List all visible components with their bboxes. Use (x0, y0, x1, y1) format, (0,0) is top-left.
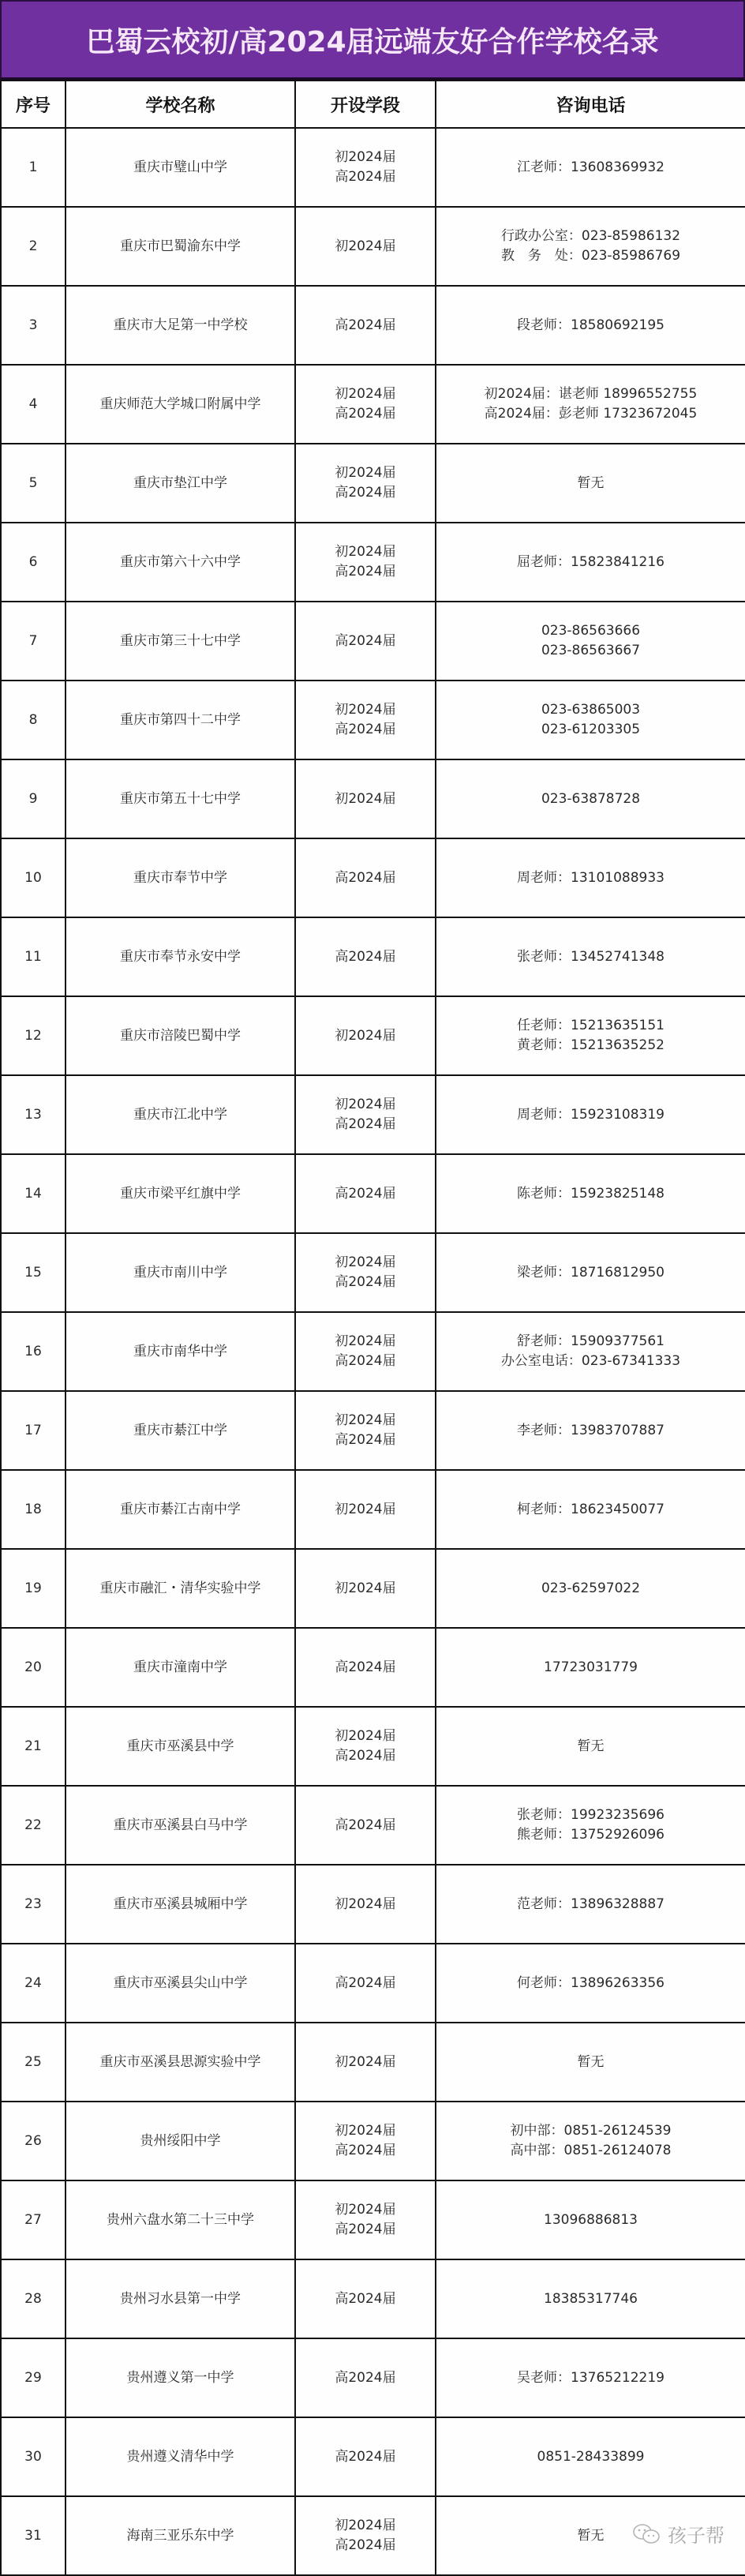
phone-line: 柯老师：18623450077 (517, 1501, 665, 1517)
cell-grades (295, 838, 436, 917)
cell-no: 8 (1, 681, 66, 759)
cell-school-name: 重庆市第五十七中学 (66, 759, 295, 838)
table-row (1, 838, 745, 917)
phone-line: 舒老师：15909377561 (517, 1333, 665, 1349)
cell-school-name: 重庆市巫溪县中学 (66, 1707, 295, 1786)
cell-no: 4 (1, 365, 66, 444)
cell-phone (436, 1628, 745, 1707)
cell-no: 26 (1, 2102, 66, 2180)
cell-grades (295, 1628, 436, 1707)
grade-line: 初2024届 (335, 790, 396, 807)
cell-phone (436, 1865, 745, 1944)
phone-line: 屈老师：15823841216 (517, 553, 665, 570)
phone-line: 周老师：15923108319 (517, 1106, 665, 1123)
phone-line: 何老师：13896263356 (517, 1974, 665, 1991)
grade-line: 高2024届 (335, 406, 396, 422)
phone-line: 初2024届：谌老师 18996552755 (484, 386, 698, 402)
cell-school-name: 重庆市璧山中学 (66, 128, 295, 207)
cell-grades (295, 681, 436, 759)
cell-no: 3 (1, 286, 66, 365)
header-grades: 开设学段 (295, 81, 436, 128)
cell-grades (295, 207, 436, 286)
grade-line: 初2024届 (335, 238, 396, 254)
cell-phone (436, 2180, 745, 2259)
table-row (1, 2023, 745, 2102)
table-row (1, 1312, 745, 1391)
phone-line: 023-63865003 (541, 702, 641, 718)
cell-no: 11 (1, 917, 66, 996)
phone-line: 暂无 (577, 474, 605, 491)
grade-line: 高2024届 (335, 1659, 396, 1675)
table-row (1, 128, 745, 207)
cell-phone (436, 1312, 745, 1391)
cell-phone (436, 207, 745, 286)
cell-phone (436, 602, 745, 681)
table-row (1, 2102, 745, 2180)
cell-school-name: 重庆市奉节中学 (66, 838, 295, 917)
cell-school-name: 重庆师范大学城口附属中学 (66, 365, 295, 444)
cell-school-name: 重庆市梁平红旗中学 (66, 1154, 295, 1233)
cell-school-name: 重庆市巴蜀渝东中学 (66, 207, 295, 286)
cell-no: 16 (1, 1312, 66, 1391)
grade-line: 初2024届 (335, 2123, 396, 2139)
schools-table (0, 80, 745, 2576)
phone-line: 初中部：0851-26124539 (510, 2123, 672, 2139)
cell-phone (436, 1233, 745, 1312)
cell-no: 6 (1, 523, 66, 602)
cell-grades (295, 602, 436, 681)
cell-school-name: 重庆市江北中学 (66, 1075, 295, 1154)
page-title: 巴蜀云校初/高2024届远端友好合作学校名录 (86, 25, 659, 58)
cell-grades (295, 1470, 436, 1549)
table-row (1, 1549, 745, 1628)
cell-school-name: 贵州遵义清华中学 (66, 2417, 295, 2496)
grade-line: 高2024届 (335, 564, 396, 579)
table-row (1, 1707, 745, 1786)
table-row (1, 1944, 745, 2023)
cell-school-name: 重庆市涪陵巴蜀中学 (66, 996, 295, 1075)
cell-grades (295, 2023, 436, 2102)
grade-line: 高2024届 (335, 485, 396, 501)
cell-no: 29 (1, 2338, 66, 2417)
grade-line: 高2024届 (335, 1817, 396, 1833)
phone-line: 周老师：13101088933 (517, 869, 665, 886)
cell-no: 1 (1, 128, 66, 207)
cell-grades (295, 2417, 436, 2496)
cell-school-name: 贵州绥阳中学 (66, 2102, 295, 2180)
grade-line: 高2024届 (335, 2537, 396, 2553)
table-row (1, 444, 745, 523)
title-bar (0, 0, 745, 80)
cell-school-name: 重庆市巫溪县尖山中学 (66, 1944, 295, 2023)
grade-line: 高2024届 (335, 2369, 396, 2386)
cell-school-name: 重庆市巫溪县白马中学 (66, 1786, 295, 1865)
grade-line: 高2024届 (335, 169, 396, 185)
grade-line: 初2024届 (335, 1728, 396, 1744)
phone-line: 17723031779 (544, 1659, 638, 1675)
phone-line: 暂无 (577, 2053, 605, 2070)
table-row (1, 759, 745, 838)
cell-phone (436, 1786, 745, 1865)
phone-line: 办公室电话：023-67341333 (500, 1353, 681, 1369)
watermark-text: 孩子帮 (668, 2525, 724, 2547)
cell-no: 28 (1, 2259, 66, 2338)
cell-grades (295, 1786, 436, 1865)
cell-grades (295, 1312, 436, 1391)
cell-grades (295, 1865, 436, 1944)
table-row (1, 1628, 745, 1707)
phone-line: 高2024届：彭老师 17323672045 (484, 406, 698, 422)
cell-phone (436, 917, 745, 996)
cell-school-name: 重庆市垫江中学 (66, 444, 295, 523)
phone-line: 023-86563667 (541, 643, 641, 658)
grade-line: 初2024届 (335, 1333, 396, 1349)
table-row (1, 996, 745, 1075)
cell-no: 23 (1, 1865, 66, 1944)
grade-line: 高2024届 (335, 2222, 396, 2237)
table-row (1, 1865, 745, 1944)
phone-line: 行政办公室：023-85986132 (500, 228, 681, 244)
cell-grades (295, 1233, 436, 1312)
wechat-bubble-icon (631, 2522, 663, 2546)
phone-line: 李老师：13983707887 (517, 1422, 665, 1438)
grade-line: 高2024届 (335, 1185, 396, 1202)
cell-no: 19 (1, 1549, 66, 1628)
cell-phone (436, 1470, 745, 1549)
phone-line: 张老师：19923235696 (517, 1807, 665, 1823)
cell-grades (295, 1944, 436, 2023)
cell-no: 24 (1, 1944, 66, 2023)
grade-line: 初2024届 (335, 2202, 396, 2218)
phone-line: 任老师：15213635151 (517, 1018, 665, 1033)
phone-line: 暂无 (577, 1738, 605, 1754)
cell-school-name: 重庆市奉节永安中学 (66, 917, 295, 996)
cell-phone (436, 2259, 745, 2338)
cell-school-name: 重庆市第四十二中学 (66, 681, 295, 759)
grade-line: 初2024届 (335, 386, 396, 402)
grade-line: 初2024届 (335, 1895, 396, 1912)
cell-grades (295, 523, 436, 602)
grade-line: 高2024届 (335, 317, 396, 333)
cell-grades (295, 1707, 436, 1786)
grade-line: 初2024届 (335, 149, 396, 165)
cell-school-name: 重庆市巫溪县城厢中学 (66, 1865, 295, 1944)
cell-no: 13 (1, 1075, 66, 1154)
cell-grades (295, 365, 436, 444)
table-row (1, 365, 745, 444)
phone-line: 023-62597022 (541, 1580, 641, 1596)
phone-line: 梁老师：18716812950 (517, 1264, 665, 1281)
grade-line: 初2024届 (335, 2518, 396, 2533)
grade-line: 高2024届 (335, 1116, 396, 1132)
cell-grades (295, 2496, 436, 2575)
cell-grades (295, 1075, 436, 1154)
table-row (1, 1075, 745, 1154)
cell-no: 14 (1, 1154, 66, 1233)
cell-phone (436, 1549, 745, 1628)
cell-phone (436, 2417, 745, 2496)
grade-line: 初2024届 (335, 1254, 396, 1270)
cell-phone (436, 2023, 745, 2102)
grade-line: 高2024届 (335, 1353, 396, 1369)
cell-grades (295, 2102, 436, 2180)
phone-line: 高中部：0851-26124078 (510, 2143, 672, 2158)
cell-phone (436, 681, 745, 759)
grade-line: 高2024届 (335, 1274, 396, 1290)
cell-no: 25 (1, 2023, 66, 2102)
table-row (1, 207, 745, 286)
grade-line: 初2024届 (335, 1412, 396, 1428)
cell-grades (295, 1154, 436, 1233)
phone-line: 吴老师：13765212219 (517, 2369, 665, 2386)
watermark (631, 2520, 724, 2548)
cell-phone (436, 1075, 745, 1154)
cell-no: 9 (1, 759, 66, 838)
grade-line: 高2024届 (335, 1974, 396, 1991)
grade-line: 高2024届 (335, 2143, 396, 2158)
cell-phone (436, 996, 745, 1075)
cell-phone (436, 2102, 745, 2180)
cell-no: 15 (1, 1233, 66, 1312)
phone-line: 黄老师：15213635252 (517, 1037, 665, 1053)
cell-grades (295, 286, 436, 365)
cell-no: 10 (1, 838, 66, 917)
cell-school-name: 重庆市潼南中学 (66, 1628, 295, 1707)
table-row (1, 1233, 745, 1312)
table-body (1, 128, 745, 2575)
header-no: 序号 (1, 81, 66, 128)
phone-line: 江老师：13608369932 (517, 159, 665, 175)
cell-grades (295, 2338, 436, 2417)
grade-line: 初2024届 (335, 465, 396, 481)
table-row (1, 1470, 745, 1549)
cell-phone (436, 759, 745, 838)
cell-no: 20 (1, 1628, 66, 1707)
cell-phone (436, 838, 745, 917)
cell-no: 30 (1, 2417, 66, 2496)
table-row (1, 2338, 745, 2417)
cell-phone (436, 128, 745, 207)
grade-line: 高2024届 (335, 2290, 396, 2307)
cell-school-name: 海南三亚乐东中学 (66, 2496, 295, 2575)
cell-no: 17 (1, 1391, 66, 1470)
grade-line: 初2024届 (335, 1027, 396, 1044)
phone-line: 张老师：13452741348 (517, 948, 665, 965)
cell-school-name: 重庆市綦江中学 (66, 1391, 295, 1470)
phone-line: 023-86563666 (541, 623, 641, 639)
cell-grades (295, 996, 436, 1075)
cell-phone (436, 523, 745, 602)
cell-no: 12 (1, 996, 66, 1075)
cell-grades (295, 128, 436, 207)
cell-grades (295, 1549, 436, 1628)
grade-line: 高2024届 (335, 1432, 396, 1448)
cell-no: 22 (1, 1786, 66, 1865)
table-row (1, 2259, 745, 2338)
cell-no: 18 (1, 1470, 66, 1549)
phone-line: 教 务 处：023-85986769 (500, 248, 681, 264)
table-row (1, 2180, 745, 2259)
header-phone: 咨询电话 (436, 81, 745, 128)
table-header-row (1, 81, 745, 128)
cell-phone (436, 1944, 745, 2023)
cell-phone (436, 1391, 745, 1470)
phone-line: 18385317746 (544, 2290, 638, 2307)
cell-grades (295, 917, 436, 996)
grade-line: 高2024届 (335, 722, 396, 737)
cell-school-name: 重庆市綦江古南中学 (66, 1470, 295, 1549)
cell-school-name: 重庆市南华中学 (66, 1312, 295, 1391)
grade-line: 初2024届 (335, 544, 396, 560)
cell-grades (295, 444, 436, 523)
grade-line: 高2024届 (335, 1748, 396, 1764)
cell-school-name: 重庆市南川中学 (66, 1233, 295, 1312)
grade-line: 初2024届 (335, 2053, 396, 2070)
grade-line: 高2024届 (335, 632, 396, 649)
cell-no: 2 (1, 207, 66, 286)
grade-line: 初2024届 (335, 1580, 396, 1596)
grade-line: 初2024届 (335, 1097, 396, 1112)
table-row (1, 602, 745, 681)
cell-phone (436, 2338, 745, 2417)
cell-no: 27 (1, 2180, 66, 2259)
table-row (1, 2417, 745, 2496)
cell-school-name: 贵州六盘水第二十三中学 (66, 2180, 295, 2259)
table-row (1, 1391, 745, 1470)
grade-line: 高2024届 (335, 948, 396, 965)
cell-phone (436, 444, 745, 523)
table-row (1, 286, 745, 365)
table-row (1, 1786, 745, 1865)
cell-phone (436, 365, 745, 444)
cell-grades (295, 1391, 436, 1470)
grade-line: 初2024届 (335, 702, 396, 718)
phone-line: 023-63878728 (541, 790, 641, 807)
phone-line: 13096886813 (544, 2211, 638, 2228)
table-row (1, 1154, 745, 1233)
cell-school-name: 贵州遵义第一中学 (66, 2338, 295, 2417)
cell-grades (295, 759, 436, 838)
phone-line: 023-61203305 (541, 722, 641, 737)
cell-no: 5 (1, 444, 66, 523)
phone-line: 暂无 (577, 2527, 605, 2544)
cell-school-name: 重庆市第六十六中学 (66, 523, 295, 602)
cell-school-name: 重庆市巫溪县思源实验中学 (66, 2023, 295, 2102)
cell-school-name: 重庆市大足第一中学校 (66, 286, 295, 365)
phone-line: 范老师：13896328887 (517, 1895, 665, 1912)
cell-school-name: 贵州习水县第一中学 (66, 2259, 295, 2338)
phone-line: 0851-28433899 (537, 2448, 645, 2465)
grade-line: 初2024届 (335, 1501, 396, 1517)
cell-no: 7 (1, 602, 66, 681)
table-row (1, 681, 745, 759)
cell-no: 21 (1, 1707, 66, 1786)
header-name: 学校名称 (66, 81, 295, 128)
cell-grades (295, 2259, 436, 2338)
table-row (1, 917, 745, 996)
cell-school-name: 重庆市融汇・清华实验中学 (66, 1549, 295, 1628)
grade-line: 高2024届 (335, 869, 396, 886)
cell-grades (295, 2180, 436, 2259)
table-row (1, 523, 745, 602)
phone-line: 熊老师：13752926096 (517, 1827, 665, 1843)
grade-line: 高2024届 (335, 2448, 396, 2465)
cell-no: 31 (1, 2496, 66, 2575)
cell-phone (436, 286, 745, 365)
cell-phone (436, 1707, 745, 1786)
cell-phone (436, 1154, 745, 1233)
phone-line: 陈老师：15923825148 (517, 1185, 665, 1202)
cell-school-name: 重庆市第三十七中学 (66, 602, 295, 681)
phone-line: 段老师：18580692195 (517, 317, 665, 333)
